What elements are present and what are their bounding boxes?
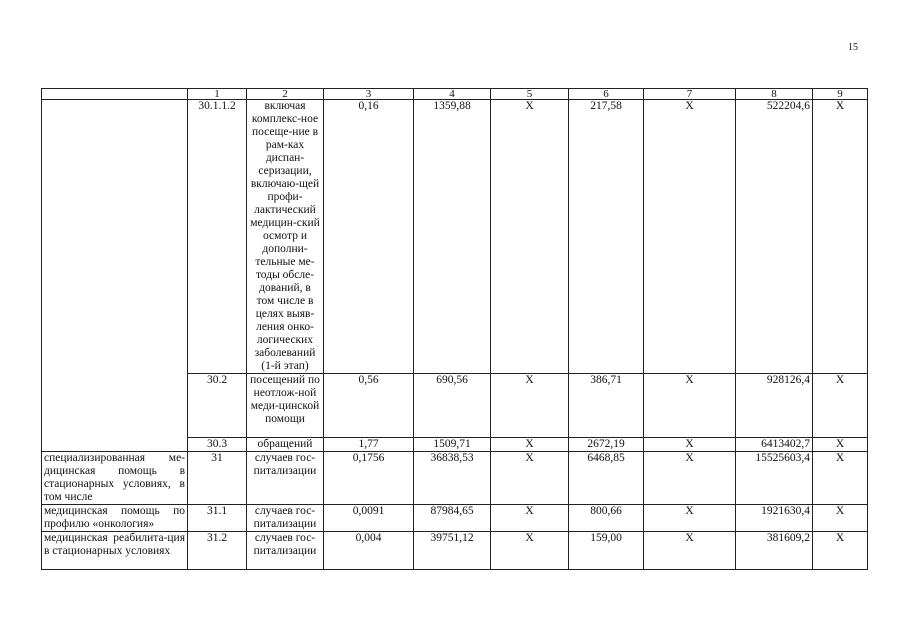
value-cell: 928126,4 xyxy=(736,374,813,438)
code-cell: 31.2 xyxy=(188,532,247,570)
value-cell: 381609,2 xyxy=(736,532,813,570)
value-cell: 159,00 xyxy=(569,532,644,570)
code-cell: 31 xyxy=(188,452,247,505)
value-cell: 386,71 xyxy=(569,374,644,438)
section-cell: медицинская помощь по профилю «онкология» xyxy=(42,505,188,532)
value-cell: 690,56 xyxy=(414,374,491,438)
unit-cell: случаев гос-питализации xyxy=(247,532,324,570)
header-cell: 7 xyxy=(644,89,736,100)
value-cell: X xyxy=(491,505,569,532)
header-cell-blank xyxy=(42,89,188,100)
value-cell: X xyxy=(644,374,736,438)
value-cell: 1359,88 xyxy=(414,100,491,374)
header-cell: 1 xyxy=(188,89,247,100)
unit-cell: случаев гос-питализации xyxy=(247,505,324,532)
code-cell: 31.1 xyxy=(188,505,247,532)
header-row xyxy=(42,89,868,100)
unit-cell: включая комплекс-ное посеще-ние в рам-ках диспан-серизации, включаю-щей профи-лактический медицин-ский осмотр и дополни-тельные ме-тоды обсле-дований, в том числе в целях выяв-ления онко-логических заболеваний (1-й этап) xyxy=(247,100,324,374)
value-cell: 217,58 xyxy=(569,100,644,374)
table-row xyxy=(42,532,868,570)
value-cell: 1,77 xyxy=(324,438,414,452)
value-cell: X xyxy=(491,438,569,452)
value-cell: 800,66 xyxy=(569,505,644,532)
section-cell: специализированная ме-дицинская помощь в стационарных условиях, в том числе xyxy=(42,452,188,505)
unit-cell: обращений xyxy=(247,438,324,452)
value-cell: X xyxy=(644,532,736,570)
section-cell xyxy=(42,100,188,452)
value-cell: 2672,19 xyxy=(569,438,644,452)
value-cell: 1509,71 xyxy=(414,438,491,452)
value-cell: X xyxy=(644,452,736,505)
value-cell: X xyxy=(813,438,868,452)
value-cell: X xyxy=(813,374,868,438)
value-cell: 0,16 xyxy=(324,100,414,374)
value-cell: 6468,85 xyxy=(569,452,644,505)
header-cell: 5 xyxy=(491,89,569,100)
table-row xyxy=(42,452,868,505)
value-cell: 39751,12 xyxy=(414,532,491,570)
value-cell: 15525603,4 xyxy=(736,452,813,505)
unit-cell: посещений по неотлож-ной меди-цинской помощи xyxy=(247,374,324,438)
value-cell: 36838,53 xyxy=(414,452,491,505)
value-cell: 0,1756 xyxy=(324,452,414,505)
value-cell: X xyxy=(813,505,868,532)
unit-cell: случаев гос-питализации xyxy=(247,452,324,505)
value-cell: X xyxy=(813,452,868,505)
value-cell: 6413402,7 xyxy=(736,438,813,452)
table-row xyxy=(42,100,868,374)
header-cell: 3 xyxy=(324,89,414,100)
value-cell: X xyxy=(813,532,868,570)
header-cell: 9 xyxy=(813,89,868,100)
page-number: 15 xyxy=(848,42,858,53)
table-row xyxy=(42,505,868,532)
value-cell: X xyxy=(644,505,736,532)
value-cell: 1921630,4 xyxy=(736,505,813,532)
value-cell: 87984,65 xyxy=(414,505,491,532)
value-cell: X xyxy=(491,532,569,570)
value-cell: 0,56 xyxy=(324,374,414,438)
value-cell: X xyxy=(813,100,868,374)
value-cell: X xyxy=(644,100,736,374)
code-cell: 30.1.1.2 xyxy=(188,100,247,374)
value-cell: X xyxy=(644,438,736,452)
header-cell: 2 xyxy=(247,89,324,100)
value-cell: X xyxy=(491,374,569,438)
header-cell: 6 xyxy=(569,89,644,100)
value-cell: X xyxy=(491,452,569,505)
code-cell: 30.2 xyxy=(188,374,247,438)
code-cell: 30.3 xyxy=(188,438,247,452)
value-cell: 0,004 xyxy=(324,532,414,570)
data-table xyxy=(41,88,868,570)
header-cell: 4 xyxy=(414,89,491,100)
section-cell: медицинская реабилита-ция в стационарных условиях xyxy=(42,532,188,570)
value-cell: X xyxy=(491,100,569,374)
value-cell: 522204,6 xyxy=(736,100,813,374)
header-cell: 8 xyxy=(736,89,813,100)
value-cell: 0,0091 xyxy=(324,505,414,532)
